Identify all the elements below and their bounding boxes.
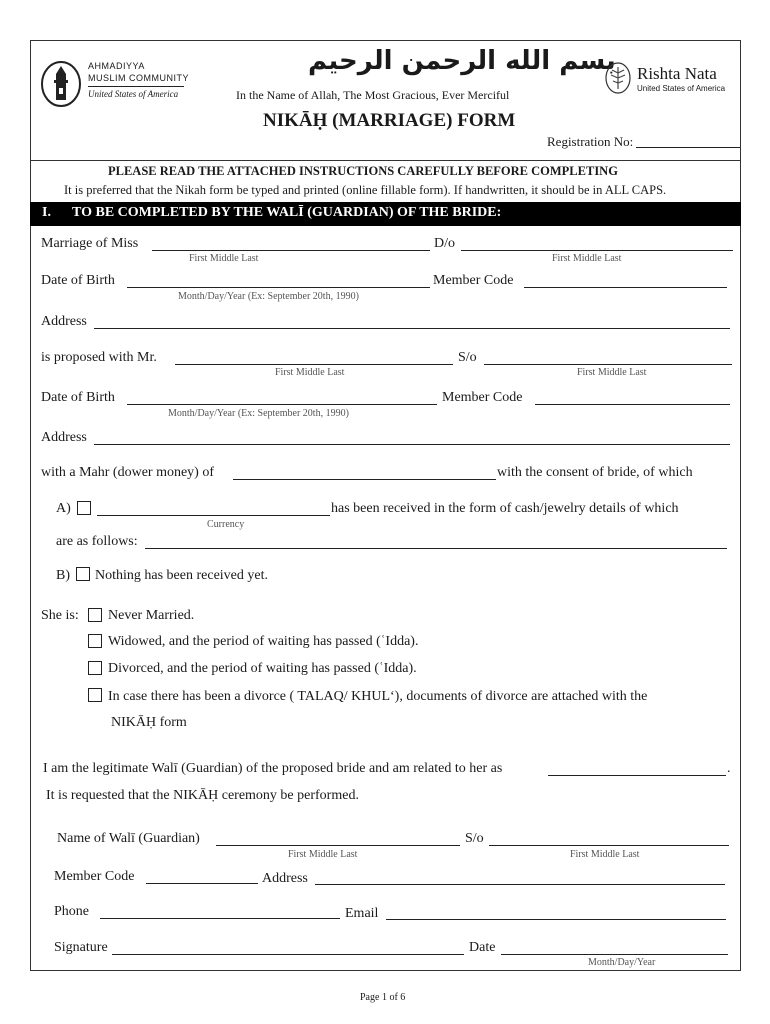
mahr-amount-field[interactable] <box>233 479 496 480</box>
mahr-received-amount-field[interactable] <box>97 515 330 516</box>
guardian-name-field[interactable] <box>216 845 460 846</box>
divorced-text: Divorced, and the period of waiting has passed (ʿIdda). <box>108 661 417 676</box>
mahr-consent-text: with the consent of bride, of which <box>497 465 693 480</box>
groom-dob-label: Date of Birth <box>41 390 115 405</box>
page-number: Page 1 of 6 <box>360 992 406 1003</box>
groom-name-hint: First Middle Last <box>275 367 345 378</box>
not-received-text: Nothing has been received yet. <box>95 568 268 583</box>
rishta-nata-logo <box>604 61 632 100</box>
groom-address-field[interactable] <box>94 444 730 445</box>
bride-dob-label: Date of Birth <box>41 273 115 288</box>
brand-sub: United States of America <box>637 84 726 93</box>
guardian-signature-field[interactable] <box>112 954 464 955</box>
option-a-label: A) <box>56 501 71 516</box>
bride-name-hint: First Middle Last <box>189 253 259 264</box>
section-number: I. <box>42 205 51 220</box>
declaration-line1: I am the legitimate Walī (Guardian) of the proposed bride and am related to her as <box>43 761 503 776</box>
groom-address-label: Address <box>41 430 87 445</box>
guardian-father-field[interactable] <box>489 845 729 846</box>
mahr-details-field[interactable] <box>145 548 727 549</box>
guardian-date-label: Date <box>469 940 496 955</box>
bride-do-label: D/o <box>434 236 455 251</box>
bride-member-code-field[interactable] <box>524 287 727 288</box>
registration-field[interactable] <box>636 147 740 148</box>
guardian-address-field[interactable] <box>315 884 725 885</box>
proposed-with-label: is proposed with Mr. <box>41 350 157 365</box>
section-header <box>30 202 741 226</box>
she-is-label: She is: <box>41 608 79 623</box>
widowed-checkbox[interactable] <box>88 634 102 648</box>
form-title: NIKĀḤ (MARRIAGE) FORM <box>263 110 516 131</box>
guardian-phone-label: Phone <box>54 904 89 919</box>
bride-name-field[interactable] <box>152 250 430 251</box>
instructions-note: It is preferred that the Nikah form be typed and printed (online fillable form). If handwritten, it should be in ALL CAPS. <box>64 183 667 197</box>
bride-father-field[interactable] <box>461 250 733 251</box>
widowed-text: Widowed, and the period of waiting has passed (ʿIdda). <box>108 634 419 649</box>
guardian-member-code-field[interactable] <box>146 883 258 884</box>
never-married-checkbox[interactable] <box>88 608 102 622</box>
bride-father-hint: First Middle Last <box>552 253 622 264</box>
declaration-end: . <box>727 761 731 776</box>
guardian-email-label: Email <box>345 906 379 921</box>
org-divider <box>88 86 184 87</box>
divorce-docs-checkbox[interactable] <box>88 688 102 702</box>
bride-dob-field[interactable] <box>127 287 430 288</box>
instructions-heading: PLEASE READ THE ATTACHED INSTRUCTIONS CAREFULLY BEFORE COMPLETING <box>108 164 618 178</box>
divorce-docs-text: In case there has been a divorce ( TALAQ/ KHUL‘), documents of divorce are attached with the <box>108 689 648 704</box>
brand-name: Rishta Nata <box>637 64 717 83</box>
option-b-checkbox[interactable] <box>76 567 90 581</box>
divorce-docs-text-cont: NIKĀḤ form <box>111 715 187 730</box>
guardian-date-hint: Month/Day/Year <box>588 957 656 968</box>
follows-label: are as follows: <box>56 534 138 549</box>
bride-dob-hint: Month/Day/Year (Ex: September 20th, 1990) <box>178 291 359 302</box>
groom-name-field[interactable] <box>175 364 453 365</box>
guardian-name-hint: First Middle Last <box>288 849 358 860</box>
section-title: TO BE COMPLETED BY THE WALĪ (GUARDIAN) OF THE BRIDE: <box>72 205 502 220</box>
divorced-checkbox[interactable] <box>88 661 102 675</box>
bismillah-calligraphy: بسم الله الرحمن الرحيم <box>308 46 616 76</box>
guardian-email-field[interactable] <box>386 919 726 920</box>
marriage-of-label: Marriage of Miss <box>41 236 139 251</box>
mahr-label: with a Mahr (dower money) of <box>41 465 215 480</box>
never-married-text: Never Married. <box>108 608 195 623</box>
guardian-phone-field[interactable] <box>100 918 340 919</box>
mahr-received-text: has been received in the form of cash/jewelry details of which <box>331 501 679 516</box>
ahmadiyya-logo <box>40 60 82 113</box>
groom-member-code-label: Member Code <box>442 390 523 405</box>
guardian-name-label: Name of Walī (Guardian) <box>57 831 200 846</box>
currency-hint: Currency <box>207 519 245 530</box>
header-divider <box>30 160 741 161</box>
groom-so-label: S/o <box>458 350 477 365</box>
bride-address-field[interactable] <box>94 328 730 329</box>
option-a-checkbox[interactable] <box>77 501 91 515</box>
groom-father-field[interactable] <box>484 364 732 365</box>
guardian-signature-label: Signature <box>54 940 108 955</box>
relation-field[interactable] <box>548 775 726 776</box>
bride-member-code-label: Member Code <box>433 273 514 288</box>
guardian-address-label: Address <box>262 871 308 886</box>
groom-member-code-field[interactable] <box>535 404 730 405</box>
groom-dob-field[interactable] <box>127 404 437 405</box>
guardian-member-code-label: Member Code <box>54 869 135 884</box>
bismillah-translation: In the Name of Allah, The Most Gracious, Ever Merciful <box>236 88 510 102</box>
registration-label: Registration No: <box>547 134 634 149</box>
guardian-date-field[interactable] <box>501 954 728 955</box>
option-b-label: B) <box>56 568 70 583</box>
org-name-line1: AHMADIYYA <box>88 61 145 71</box>
guardian-father-hint: First Middle Last <box>570 849 640 860</box>
groom-father-hint: First Middle Last <box>577 367 647 378</box>
org-name-line3: United States of America <box>88 89 179 99</box>
guardian-so-label: S/o <box>465 831 484 846</box>
declaration-line2: It is requested that the NIKĀḤ ceremony be performed. <box>46 788 359 803</box>
groom-dob-hint: Month/Day/Year (Ex: September 20th, 1990) <box>168 408 349 419</box>
bride-address-label: Address <box>41 314 87 329</box>
org-name-line2: MUSLIM COMMUNITY <box>88 73 189 83</box>
